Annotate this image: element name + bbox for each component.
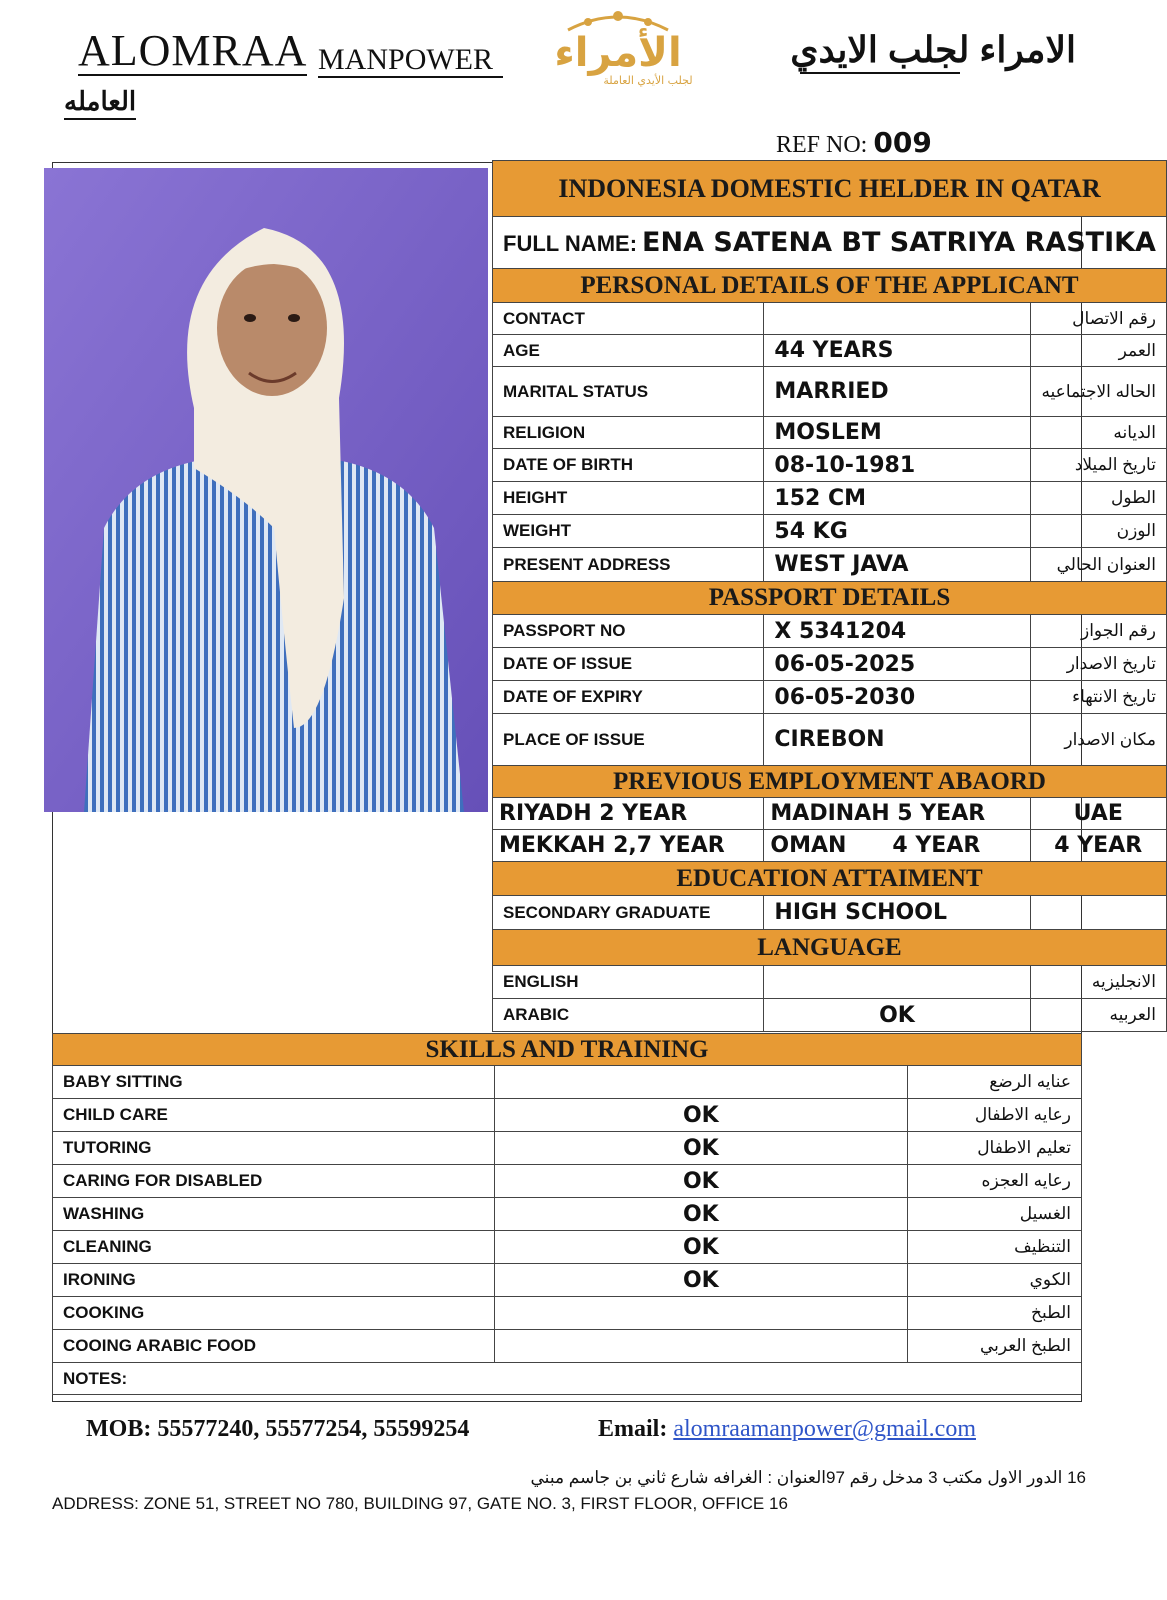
skill-label-ar: رعايه العجزه [908, 1165, 1082, 1198]
skill-value: OK [494, 1231, 908, 1264]
table-row [493, 615, 1167, 648]
row-label-ar: الوزن [1030, 515, 1166, 548]
email-line [598, 1416, 976, 1443]
row-label-ar: الحاله الاجتماعيه [1030, 367, 1166, 417]
full-name-label: FULL NAME: [503, 231, 638, 256]
table-row [53, 1132, 1082, 1165]
education-value: HIGH SCHOOL [764, 896, 1030, 930]
applicant-photo [44, 168, 488, 812]
skill-label-ar: الطبخ العربي [908, 1330, 1082, 1363]
table-row [493, 449, 1167, 482]
row-value: 06-05-2030 [764, 681, 1030, 714]
education-label: SECONDARY GRADUATE [493, 896, 764, 930]
company-name-ar: الامراء لجلب الايدي [790, 29, 1076, 70]
company-logo [528, 8, 708, 88]
employment-cell: RIYADH 2 YEAR [493, 798, 764, 830]
skill-value [494, 1066, 908, 1099]
full-name-row [493, 217, 1167, 269]
table-row [493, 648, 1167, 681]
skill-label: IRONING [53, 1264, 495, 1297]
row-label: AGE [493, 335, 764, 367]
row-label-ar: رقم الاتصال [1030, 303, 1166, 335]
table-row [53, 1066, 1082, 1099]
row-label-ar: الانجليزيه [1030, 966, 1166, 999]
row-label: CONTACT [493, 303, 764, 335]
skill-label: COOING ARABIC FOOD [53, 1330, 495, 1363]
skill-label-ar: التنظيف [908, 1231, 1082, 1264]
row-label: PASSPORT NO [493, 615, 764, 648]
row-value: CIREBON [764, 714, 1030, 766]
skill-value: OK [494, 1264, 908, 1297]
language-heading: LANGUAGE [493, 930, 1167, 966]
skill-value [494, 1330, 908, 1363]
education-heading: EDUCATION ATTAIMENT [493, 862, 1167, 896]
skill-label-ar: تعليم الاطفال [908, 1132, 1082, 1165]
row-label-ar: تاريخ الاصدار [1030, 648, 1166, 681]
row-label-ar: الديانه [1030, 417, 1166, 449]
row-value: 06-05-2025 [764, 648, 1030, 681]
skill-label-ar: رعايه الاطفال [908, 1099, 1082, 1132]
row-value: OK [764, 999, 1030, 1032]
row-value: 54 KG [764, 515, 1030, 548]
skill-label: CARING FOR DISABLED [53, 1165, 495, 1198]
company-name-en: ALOMRAA [78, 26, 308, 75]
skill-value: OK [494, 1198, 908, 1231]
row-value [764, 303, 1030, 335]
notes-label: NOTES: [53, 1363, 1082, 1395]
ref-label: REF NO: [776, 132, 868, 158]
email-label: Email: [598, 1416, 674, 1442]
form-title: INDONESIA DOMESTIC HELDER IN QATAR [493, 161, 1167, 217]
row-value: 08-10-1981 [764, 449, 1030, 482]
table-row [493, 966, 1167, 999]
ref-number [776, 126, 932, 159]
row-label-ar: مكان الاصدار [1030, 714, 1166, 766]
skill-value: OK [494, 1099, 908, 1132]
table-row [493, 714, 1167, 766]
row-label: PRESENT ADDRESS [493, 548, 764, 582]
row-label-ar: العمر [1030, 335, 1166, 367]
employment-row [493, 798, 1167, 830]
address-en: ADDRESS: ZONE 51, STREET NO 780, BUILDING 97, GATE NO. 3, FIRST FLOOR, OFFICE 16 [52, 1494, 788, 1513]
row-label: DATE OF ISSUE [493, 648, 764, 681]
title-band [493, 161, 1167, 217]
table-row [493, 482, 1167, 515]
skill-label: BABY SITTING [53, 1066, 495, 1099]
logo-text: الأمراء [554, 30, 682, 76]
employment-cell: 4 YEAR [1030, 830, 1166, 862]
employment-cell: MEKKAH 2,7 YEAR [493, 830, 764, 862]
skill-label: WASHING [53, 1198, 495, 1231]
employment-cell: OMAN 4 YEAR [764, 830, 1030, 862]
skills-heading: SKILLS AND TRAINING [53, 1034, 1082, 1066]
table-row [493, 417, 1167, 449]
row-value: X 5341204 [764, 615, 1030, 648]
passport-heading: PASSPORT DETAILS [493, 582, 1167, 615]
skill-label: CHILD CARE [53, 1099, 495, 1132]
row-label: DATE OF EXPIRY [493, 681, 764, 714]
empty-cell [1030, 896, 1166, 930]
table-row [493, 548, 1167, 582]
address-ar: 16 الدور الاول مكتب 3 مدخل رقم 97العنوان : الغرافه شارع ثاني بن جاسم مبني [530, 1468, 1086, 1487]
skill-label: CLEANING [53, 1231, 495, 1264]
table-row [53, 1297, 1082, 1330]
row-label-ar: رقم الجواز [1030, 615, 1166, 648]
row-label: HEIGHT [493, 482, 764, 515]
header-underline [800, 60, 960, 74]
table-row [493, 367, 1167, 417]
company-name-en-sub: MANPOWER [318, 44, 503, 78]
table-row [53, 1330, 1082, 1363]
skill-label-ar: الكوي [908, 1264, 1082, 1297]
employment-cell: MADINAH 5 YEAR [764, 798, 1030, 830]
employment-row [493, 830, 1167, 862]
table-row [53, 1231, 1082, 1264]
skill-label-ar: عنايه الرضع [908, 1066, 1082, 1099]
table-row [493, 335, 1167, 367]
table-row [53, 1165, 1082, 1198]
row-label: MARITAL STATUS [493, 367, 764, 417]
email-link[interactable]: alomraamanpower@gmail.com [673, 1416, 976, 1442]
row-value [764, 966, 1030, 999]
table-row [53, 1198, 1082, 1231]
row-value: WEST JAVA [764, 548, 1030, 582]
table-row [53, 1099, 1082, 1132]
table-row [493, 681, 1167, 714]
skill-label: TUTORING [53, 1132, 495, 1165]
row-value: MARRIED [764, 367, 1030, 417]
skill-label-ar: الغسيل [908, 1198, 1082, 1231]
row-label-ar: العنوان الحالي [1030, 548, 1166, 582]
table-row [53, 1264, 1082, 1297]
mobile-numbers: MOB: 55577240, 55577254, 55599254 [86, 1416, 470, 1442]
table-row [493, 303, 1167, 335]
row-label: ENGLISH [493, 966, 764, 999]
company-name-ar-sub: العامله [64, 84, 136, 120]
skill-label-ar: الطبخ [908, 1297, 1082, 1330]
row-label-ar: الطول [1030, 482, 1166, 515]
row-value: 152 CM [764, 482, 1030, 515]
details-table [492, 160, 1167, 1032]
employment-heading: PREVIOUS EMPLOYMENT ABAORD [493, 766, 1167, 798]
skill-value: OK [494, 1132, 908, 1165]
table-row [493, 999, 1167, 1032]
row-value: MOSLEM [764, 417, 1030, 449]
row-value: 44 YEARS [764, 335, 1030, 367]
skills-table [52, 1033, 1082, 1395]
skill-value [494, 1297, 908, 1330]
education-row [493, 896, 1167, 930]
logo-subtext: لجلب الأيدي العاملة [603, 74, 693, 87]
full-name-value: ENA SATENA BT SATRIYA RASTIKA [642, 227, 1156, 258]
row-label: RELIGION [493, 417, 764, 449]
row-label: ARABIC [493, 999, 764, 1032]
row-label-ar: تاريخ الانتهاء [1030, 681, 1166, 714]
ref-value: 009 [873, 126, 932, 159]
skill-value: OK [494, 1165, 908, 1198]
row-label: DATE OF BIRTH [493, 449, 764, 482]
row-label-ar: العربيه [1030, 999, 1166, 1032]
personal-heading: PERSONAL DETAILS OF THE APPLICANT [493, 269, 1167, 303]
notes-row [53, 1363, 1082, 1395]
row-label: PLACE OF ISSUE [493, 714, 764, 766]
table-row [493, 515, 1167, 548]
row-label-ar: تاريخ الميلاد [1030, 449, 1166, 482]
employment-cell: UAE [1030, 798, 1166, 830]
skill-label: COOKING [53, 1297, 495, 1330]
row-label: WEIGHT [493, 515, 764, 548]
